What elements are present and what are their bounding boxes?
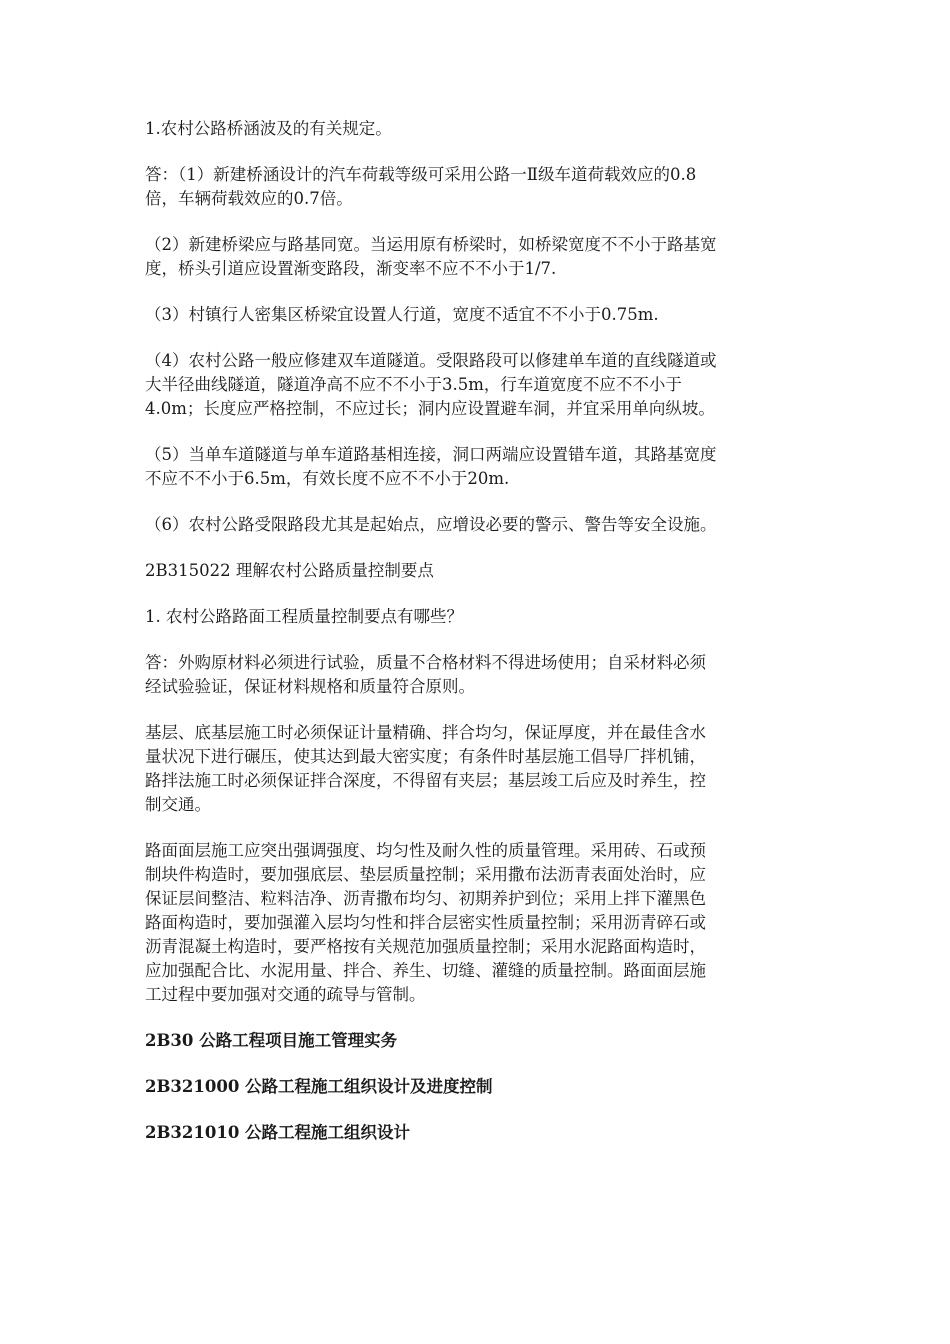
heading-2B321010: 2B321010 公路工程施工组织设计 xyxy=(145,1123,411,1142)
paragraph-surface-layer: 路面面层施工应突出强调强度、均匀性及耐久性的质量管理。采用砖、石或预 制块件构造时，要加强底层、垫层质量控制；采用撒布法沥青表面处治时，应 保证层间整洁、粒料洁净、沥青撒布均匀、初期养护到位；采用上拌下灌黑色 路面构造时，要加强灌入层均匀性和拌合层密实性质量控制；采用沥青碎石或 沥青混凝土构造时，要严格按有关规范加强质量控制；采用水泥路面构造时， 应加强配合比、水泥用量、拌合、养生、切缝、灌缝的质量控制。路面面层施 工过程中要加强对交通的疏导与管制。 xyxy=(145,841,706,1004)
paragraph-answer-3: （3）村镇行人密集区桥梁宜设置人行道，宽度不适宜不不小于0.75m. xyxy=(145,305,659,324)
paragraph-answer-4: （4）农村公路一般应修建双车道隧道。受限路段可以修建单车道的直线隧道或 大半径曲线隧道，隧道净高不应不不小于3.5m，行车道宽度不应不不小于 4.0m；长度应严格控制，不应过长；洞内应设置避车洞，并宜采用单向纵坡。 xyxy=(145,351,717,418)
paragraph-bridge-rules-title: 1.农村公路桥涵波及的有关规定。 xyxy=(145,119,392,138)
paragraph-materials-answer: 答：外购原材料必须进行试验，质量不合格材料不得进场使用；自采材料必须 经试验验证，保证材料规格和质量符合原则。 xyxy=(145,653,706,696)
heading-2B321000: 2B321000 公路工程施工组织设计及进度控制 xyxy=(145,1077,493,1096)
question-pavement-quality: 1. 农村公路路面工程质量控制要点有哪些？ xyxy=(145,607,463,626)
section-title-2B315022: 2B315022 理解农村公路质量控制要点 xyxy=(145,561,434,580)
heading-2B30: 2B30 公路工程项目施工管理实务 xyxy=(145,1031,398,1050)
paragraph-answer-5: （5）当单车道隧道与单车道路基相连接，洞口两端应设置错车道，其路基宽度 不应不不小于6.5m，有效长度不应不不小于20m. xyxy=(145,445,717,488)
paragraph-answer-6: （6）农村公路受限路段尤其是起始点，应增设必要的警示、警告等安全设施。 xyxy=(145,515,717,534)
document-page xyxy=(145,117,810,1167)
paragraph-answer-1: 答：（1）新建桥涵设计的汽车荷载等级可采用公路一Ⅱ级车道荷载效应的0.8 倍，车辆荷载效应的0.7倍。 xyxy=(145,165,697,208)
paragraph-base-layer: 基层、底基层施工时必须保证计量精确、拌合均匀，保证厚度，并在最佳含水 量状况下进行碾压，使其达到最大密实度；有条件时基层施工倡导厂拌机铺， 路拌法施工时必须保证拌合深度，不得留有夹层；基层竣工后应及时养生，控 制交通。 xyxy=(145,723,706,814)
paragraph-answer-2: （2）新建桥梁应与路基同宽。当运用原有桥梁时，如桥梁宽度不不小于路基宽 度，桥头引道应设置渐变路段，渐变率不应不不小于1/7. xyxy=(145,235,717,278)
